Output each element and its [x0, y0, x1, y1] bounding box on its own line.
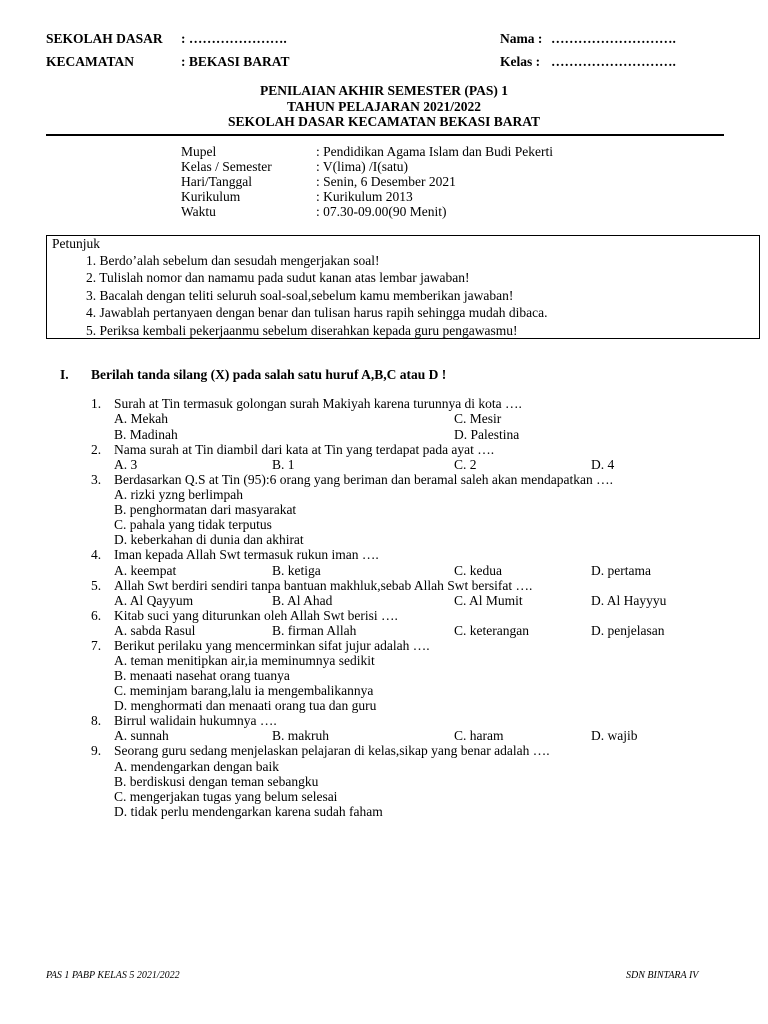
name-label: Nama :	[500, 31, 543, 46]
question-number: 5.	[91, 578, 102, 593]
question-number: 4.	[91, 547, 102, 562]
info-value: : 07.30-09.00(90 Menit)	[316, 204, 447, 219]
option-a: A. keempat	[114, 563, 177, 578]
question-text: Iman kepada Allah Swt termasuk rukun iman ….	[114, 547, 379, 562]
info-label: Kelas / Semester	[181, 159, 272, 174]
option-d: D. keberkahan di dunia dan akhirat	[114, 532, 304, 547]
school-year-title: TAHUN PELAJARAN 2021/2022	[286, 99, 481, 114]
option-c: C. mengerjakan tugas yang belum selesai	[114, 789, 338, 804]
school-field: : ………………….	[181, 31, 287, 46]
question-text: Birrul walidain hukumnya ….	[114, 713, 277, 728]
name-field: ……………………….	[551, 31, 676, 46]
option-b: B. Al Ahad	[272, 593, 333, 608]
option-a: A. Al Qayyum	[114, 593, 194, 608]
info-value: : Senin, 6 Desember 2021	[316, 174, 456, 189]
question-text: Berdasarkan Q.S at Tin (95):6 orang yang beriman dan beramal saleh akan mendapatkan ….	[114, 472, 613, 487]
option-d: D. Al Hayyyu	[591, 593, 667, 608]
option-b: B. ketiga	[272, 563, 321, 578]
question-text: Surah at Tin termasuk golongan surah Makiyah karena turunnya di kota ….	[114, 396, 522, 411]
info-value: : Kurikulum 2013	[316, 189, 413, 204]
instruction-item: 3. Bacalah dengan teliti seluruh soal-soal,sebelum kamu memberikan jawaban!	[86, 288, 514, 303]
question-text: Allah Swt berdiri sendiri tanpa bantuan makhluk,sebab Allah Swt bersifat ….	[114, 578, 533, 593]
option-c: C. haram	[454, 728, 504, 743]
class-label: Kelas :	[500, 54, 541, 69]
info-label: Mupel	[181, 144, 217, 159]
instruction-item: 1. Berdo’alah sebelum dan sesudah mengerjakan soal!	[86, 253, 380, 268]
option-a: A. sabda Rasul	[114, 623, 196, 638]
option-c: C. Al Mumit	[454, 593, 523, 608]
question-number: 8.	[91, 713, 102, 728]
option-a: A. teman menitipkan air,ia meminumnya sedikit	[114, 653, 375, 668]
info-label: Hari/Tanggal	[181, 174, 253, 189]
option-b: B. Madinah	[114, 427, 178, 442]
district-label: KECAMATAN	[46, 54, 134, 69]
question-text: Kitab suci yang diturunkan oleh Allah Swt berisi ….	[114, 608, 398, 623]
question-text: Seorang guru sedang menjelaskan pelajaran di kelas,sikap yang benar adalah ….	[114, 743, 550, 758]
section-title: Berilah tanda silang (X) pada salah satu huruf A,B,C atau D !	[91, 367, 447, 382]
option-c: C. Mesir	[454, 411, 502, 426]
instruction-item: 5. Periksa kembali pekerjaanmu sebelum diserahkan kepada guru pengawasmu!	[86, 323, 518, 338]
instruction-item: 2. Tulislah nomor dan namamu pada sudut kanan atas lembar jawaban!	[86, 270, 470, 285]
option-c: C. meminjam barang,lalu ia mengembalikannya	[114, 683, 374, 698]
option-b: B. makruh	[272, 728, 329, 743]
question-text: Berikut perilaku yang mencerminkan sifat jujur adalah ….	[114, 638, 430, 653]
option-a: A. Mekah	[114, 411, 168, 426]
option-d: D. pertama	[591, 563, 651, 578]
footer-left: PAS 1 PABP KELAS 5 2021/2022	[46, 970, 180, 981]
option-c: C. keterangan	[454, 623, 529, 638]
footer-right: SDN BINTARA IV	[626, 970, 699, 981]
section-number: I.	[60, 367, 69, 382]
info-value: : V(lima) /I(satu)	[316, 159, 408, 174]
option-d: D. 4	[591, 457, 615, 472]
question-number: 9.	[91, 743, 102, 758]
exam-title: PENILAIAN AKHIR SEMESTER (PAS) 1	[259, 83, 509, 98]
school-title: SEKOLAH DASAR KECAMATAN BEKASI BARAT	[227, 114, 541, 129]
info-value: : Pendidikan Agama Islam dan Budi Pekerti	[316, 144, 553, 159]
option-d: D. wajib	[591, 728, 638, 743]
option-b: B. penghormatan dari masyarakat	[114, 502, 297, 517]
question-number: 2.	[91, 442, 102, 457]
option-b: B. menaati nasehat orang tuanya	[114, 668, 290, 683]
instruction-item: 4. Jawablah pertanyaen dengan benar dan tulisan harus rapih sehingga mudah dibaca.	[86, 305, 548, 320]
instructions-title: Petunjuk	[52, 236, 101, 251]
option-d: D. menghormati dan menaati orang tua dan guru	[114, 698, 377, 713]
option-d: D. penjelasan	[591, 623, 665, 638]
school-label: SEKOLAH DASAR	[46, 31, 163, 46]
option-a: A. mendengarkan dengan baik	[114, 759, 279, 774]
option-d: D. tidak perlu mendengarkan karena sudah faham	[114, 804, 383, 819]
question-number: 7.	[91, 638, 102, 653]
option-c: C. pahala yang tidak terputus	[114, 517, 272, 532]
title-divider	[46, 134, 724, 136]
info-label: Waktu	[181, 204, 216, 219]
option-a: A. sunnah	[114, 728, 169, 743]
option-c: C. 2	[454, 457, 477, 472]
option-a: A. 3	[114, 457, 138, 472]
option-a: A. rizki yzng berlimpah	[114, 487, 243, 502]
question-number: 3.	[91, 472, 102, 487]
info-label: Kurikulum	[181, 189, 241, 204]
option-b: B. firman Allah	[272, 623, 357, 638]
option-b: B. berdiskusi dengan teman sebangku	[114, 774, 319, 789]
question-number: 1.	[91, 396, 102, 411]
class-field: ……………………….	[551, 54, 676, 69]
option-b: B. 1	[272, 457, 295, 472]
district-value: : BEKASI BARAT	[181, 54, 290, 69]
question-text: Nama surah at Tin diambil dari kata at Tin yang terdapat pada ayat ….	[114, 442, 495, 457]
option-d: D. Palestina	[454, 427, 520, 442]
option-c: C. kedua	[454, 563, 502, 578]
question-number: 6.	[91, 608, 102, 623]
